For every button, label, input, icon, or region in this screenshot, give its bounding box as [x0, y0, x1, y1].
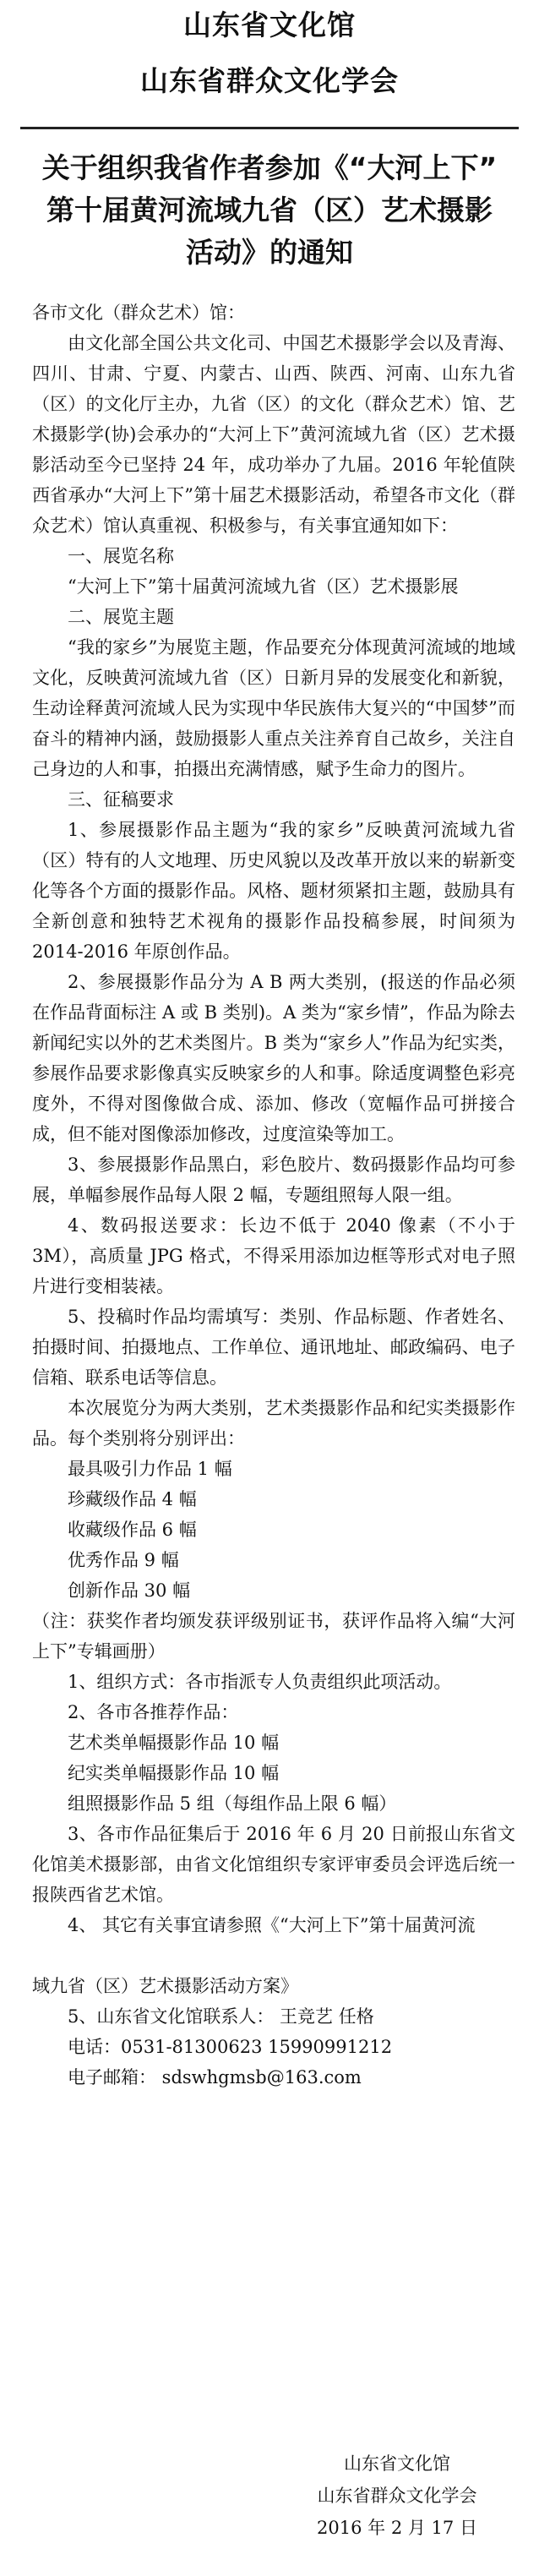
org-item-4-line-2: 域九省（区）艺术摄影活动方案》	[32, 1976, 298, 1996]
requirement-item-1: 1、参展摄影作品主题为“我的家乡”反映黄河流域九省（区）特有的人文地理、历史风貌以及改革开放以来的崭新变化等各个方面的摄影作品。风格、题材须紧扣主题，鼓励具有全新创意和独特艺术视角的摄影作品投稿参展，时间须为 2014-2016 年原创作品。	[32, 820, 515, 962]
requirement-item-3: 3、参展摄影作品黑白，彩色胶片、数码摄影作品均可参展，单幅参展作品每人限 2 幅，专题组照每人限一组。	[32, 1154, 515, 1205]
awards-intro: 本次展览分为两大类别，艺术类摄影作品和纪实类摄影作品。每个类别将分别评出：	[32, 1398, 515, 1449]
contact-email: 电子邮箱： sdswhgmsb@163.com	[68, 2067, 362, 2088]
header-divider	[20, 127, 519, 129]
signature-org-1: 山东省文化馆	[344, 2453, 450, 2474]
awards-note: （注：获奖作者均颁发获评级别证书，获评作品将入编“大河上下”专辑画册）	[32, 1611, 515, 1662]
award-item: 珍藏级作品 4 幅	[68, 1489, 197, 1509]
award-item: 收藏级作品 6 幅	[68, 1520, 197, 1540]
recommend-item: 纪实类单幅摄影作品 10 幅	[68, 1763, 280, 1783]
org-item-3: 3、各市作品征集后于 2016 年 6 月 20 日前报山东省文化馆美术摄影部，由省文化馆组织专家评审委员会评选后统一报陕西省艺术馆。	[32, 1824, 515, 1905]
org-item-1: 1、组织方式：各市指派专人负责组织此项活动。	[68, 1672, 452, 1692]
signature-block	[287, 2448, 507, 2544]
title-line-3: 活动》的通知	[186, 236, 353, 269]
requirement-item-4: 4、数码报送要求：长边不低于 2040 像素（不小于 3M），高质量 JPG 格式，不得采用添加边框等形式对电子照片进行变相装裱。	[32, 1215, 515, 1296]
blank-line	[32, 1940, 515, 1971]
signature-org-2: 山东省群众文化学会	[317, 2486, 477, 2506]
section-3-heading: 三、征稿要求	[68, 789, 174, 810]
notice-title	[0, 147, 539, 274]
header-org-2: 山东省群众文化学会	[140, 64, 399, 97]
recommend-item: 艺术类单幅摄影作品 10 幅	[68, 1733, 280, 1753]
recommend-item: 组照摄影作品 5 组（每组作品上限 6 幅）	[68, 1793, 397, 1814]
award-item: 创新作品 30 幅	[68, 1580, 191, 1601]
section-2-text: “我的家乡”为展览主题，作品要充分体现黄河流域的地域文化，反映黄河流域九省（区）日新月异的发展变化和新貌，生动诠释黄河流域人民为实现中华民族伟大复兴的“中国梦”而奋斗的精神内涵，鼓励摄影人重点关注养育自己故乡，关注自己身边的人和事，拍摄出充满情感，赋予生命力的图片。	[32, 637, 515, 779]
salutation: 各市文化（群众艺术）馆：	[32, 303, 245, 323]
section-1-text: “大河上下”第十届黄河流域九省（区）艺术摄影展	[68, 576, 459, 597]
intro-paragraph: 由文化部全国公共文化司、中国艺术摄影学会以及青海、四川、甘肃、宁夏、内蒙古、山西、陕西、河南、山东九省（区）的文化厅主办，九省（区）的文化（群众艺术）馆、艺术摄影学(协)会承办的“大河上下”黄河流域九省（区）艺术摄影活动至今已坚持 24 年，成功举办了九届。2016 年轮值陕西省承办“大河上下”第十届艺术摄影活动，希望各市文化（群众艺术）馆认真重视、积极参与，有关事宜通知如下：	[32, 333, 515, 536]
requirement-item-2: 2、参展摄影作品分为 A B 两大类别，(报送的作品必须在作品背面标注 A 或 B 类别)。A 类为“家乡情”，作品为除去新闻纪实以外的艺术类图片。B 类为“家乡人”作品为纪实类，参展作品要求影像真实反映家乡的人和事。除适度调整色彩亮度外，不得对图像做合成、添加、修改（宽幅作品可拼接合成，但不能对图像添加修改，过度渲染等加工。	[32, 972, 515, 1144]
org-item-2: 2、各市各推荐作品：	[68, 1702, 239, 1722]
notice-body	[32, 297, 515, 2093]
org-item-4-line-1: 4、 其它有关事宜请参照《“大河上下”第十届黄河流	[68, 1915, 476, 1935]
requirement-item-5: 5、投稿时作品均需填写：类别、作品标题、作者姓名、拍摄时间、拍摄地点、工作单位、通讯地址、邮政编码、电子信箱、联系电话等信息。	[32, 1307, 515, 1388]
section-2-heading: 二、展览主题	[68, 607, 174, 627]
award-item: 最具吸引力作品 1 幅	[68, 1459, 232, 1479]
title-line-1: 关于组织我省作者参加《“大河上下”	[41, 151, 498, 184]
contact-phone: 电话：0531-81300623 15990991212	[68, 2037, 393, 2057]
header-org-1: 山东省文化馆	[183, 8, 356, 41]
title-line-2: 第十届黄河流域九省（区）艺术摄影	[46, 194, 493, 226]
contact-person: 5、山东省文化馆联系人： 王竞艺 任格	[68, 2006, 374, 2027]
section-1-heading: 一、展览名称	[68, 546, 174, 566]
signature-date: 2016 年 2 月 17 日	[317, 2518, 477, 2538]
award-item: 优秀作品 9 幅	[68, 1550, 179, 1570]
